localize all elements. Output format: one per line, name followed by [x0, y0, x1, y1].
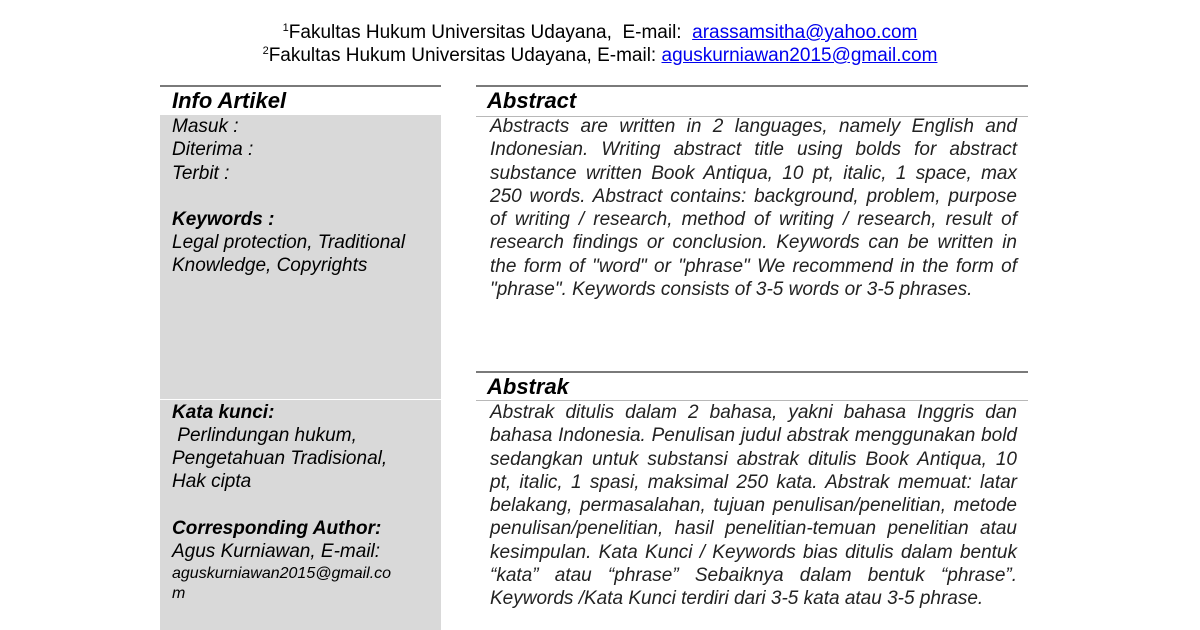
affiliation-2-text: Fakultas Hukum Universitas Udayana, E-mail: [268, 45, 662, 66]
info-panel-separator [160, 399, 441, 400]
terbit-label: Terbit : [172, 163, 230, 184]
keywords-line-2: Knowledge, Copyrights [172, 255, 368, 276]
article-info-column [160, 85, 441, 630]
affiliation-2-sup: 2 [262, 45, 269, 57]
abstract-text: Abstracts are written in 2 languages, namely English and Indonesian. Writing abstract title using bolds for abstract substance written Book Antiqua, 10 pt, italic, 1 space, max 250 words. Abstract contains: background, problem, purpose of writing / research, method of writing / research, result of research findings or conclusion. Keywords can be written in the form of "word" or "phrase" We recommend in the form of "phrase". Keywords consists of 3-5 words or 3-5 phrases. [490, 116, 1017, 301]
masuk-label: Masuk : [172, 116, 239, 137]
affiliation-1-text: Fakultas Hukum Universitas Udayana, E-mail: [288, 22, 693, 43]
keywords-line-1: Legal protection, Traditional [172, 232, 406, 253]
affiliation-1-sup: 1 [282, 22, 289, 34]
kata-kunci-line-1: Perlindungan hukum, [172, 425, 357, 446]
abstrak-text: Abstrak ditulis dalam 2 bahasa, yakni bahasa Inggris dan bahasa Indonesia. Penulisan judul abstrak menggunakan bold sedangkan untuk substansi abstrak ditulis Book Antiqua, 10 pt, italic, 1 spasi, maksimal 250 kata. Abstrak memuat: latar belakang, permasalahan, tujuan penulisan/penelitian, metode penulisan/penelitian, hasil penelitian-temuan penelitian atau kesimpulan. Kata Kunci / Keywords bias ditulis dalam bentuk “kata” atau “phrase” Sebaiknya dalam bentuk “phrase”. Keywords /Kata Kunci terdiri dari 3-5 kata atau 3-5 phrase. [490, 402, 1017, 610]
abstract-column [476, 85, 1028, 630]
diterima-label: Diterima : [172, 139, 254, 160]
info-header-rule [160, 85, 441, 87]
kata-kunci-line-3: Hak cipta [172, 471, 252, 492]
kata-kunci-label: Kata kunci: [172, 402, 275, 423]
abstract-header-rule [476, 85, 1028, 87]
info-heading: Info Artikel [172, 88, 287, 113]
keywords-label: Keywords : [172, 209, 275, 230]
corresponding-email-line-1: aguskurniawan2015@gmail.co [172, 565, 392, 582]
affiliation-1-email-link[interactable]: arassamsitha@yahoo.com [692, 22, 918, 43]
abstrak-header-rule [476, 371, 1028, 373]
corresponding-author-name: Agus Kurniawan, E-mail: [172, 541, 381, 562]
abstrak-heading: Abstrak [487, 374, 569, 399]
corresponding-email-line-2: m [172, 585, 186, 602]
kata-kunci-line-2: Pengetahuan Tradisional, [172, 448, 388, 469]
affiliation-2-email-link[interactable]: aguskurniawan2015@gmail.com [661, 45, 938, 66]
affiliation-2 [0, 39, 1200, 68]
corresponding-author-label: Corresponding Author: [172, 518, 382, 539]
abstract-heading: Abstract [487, 88, 577, 113]
